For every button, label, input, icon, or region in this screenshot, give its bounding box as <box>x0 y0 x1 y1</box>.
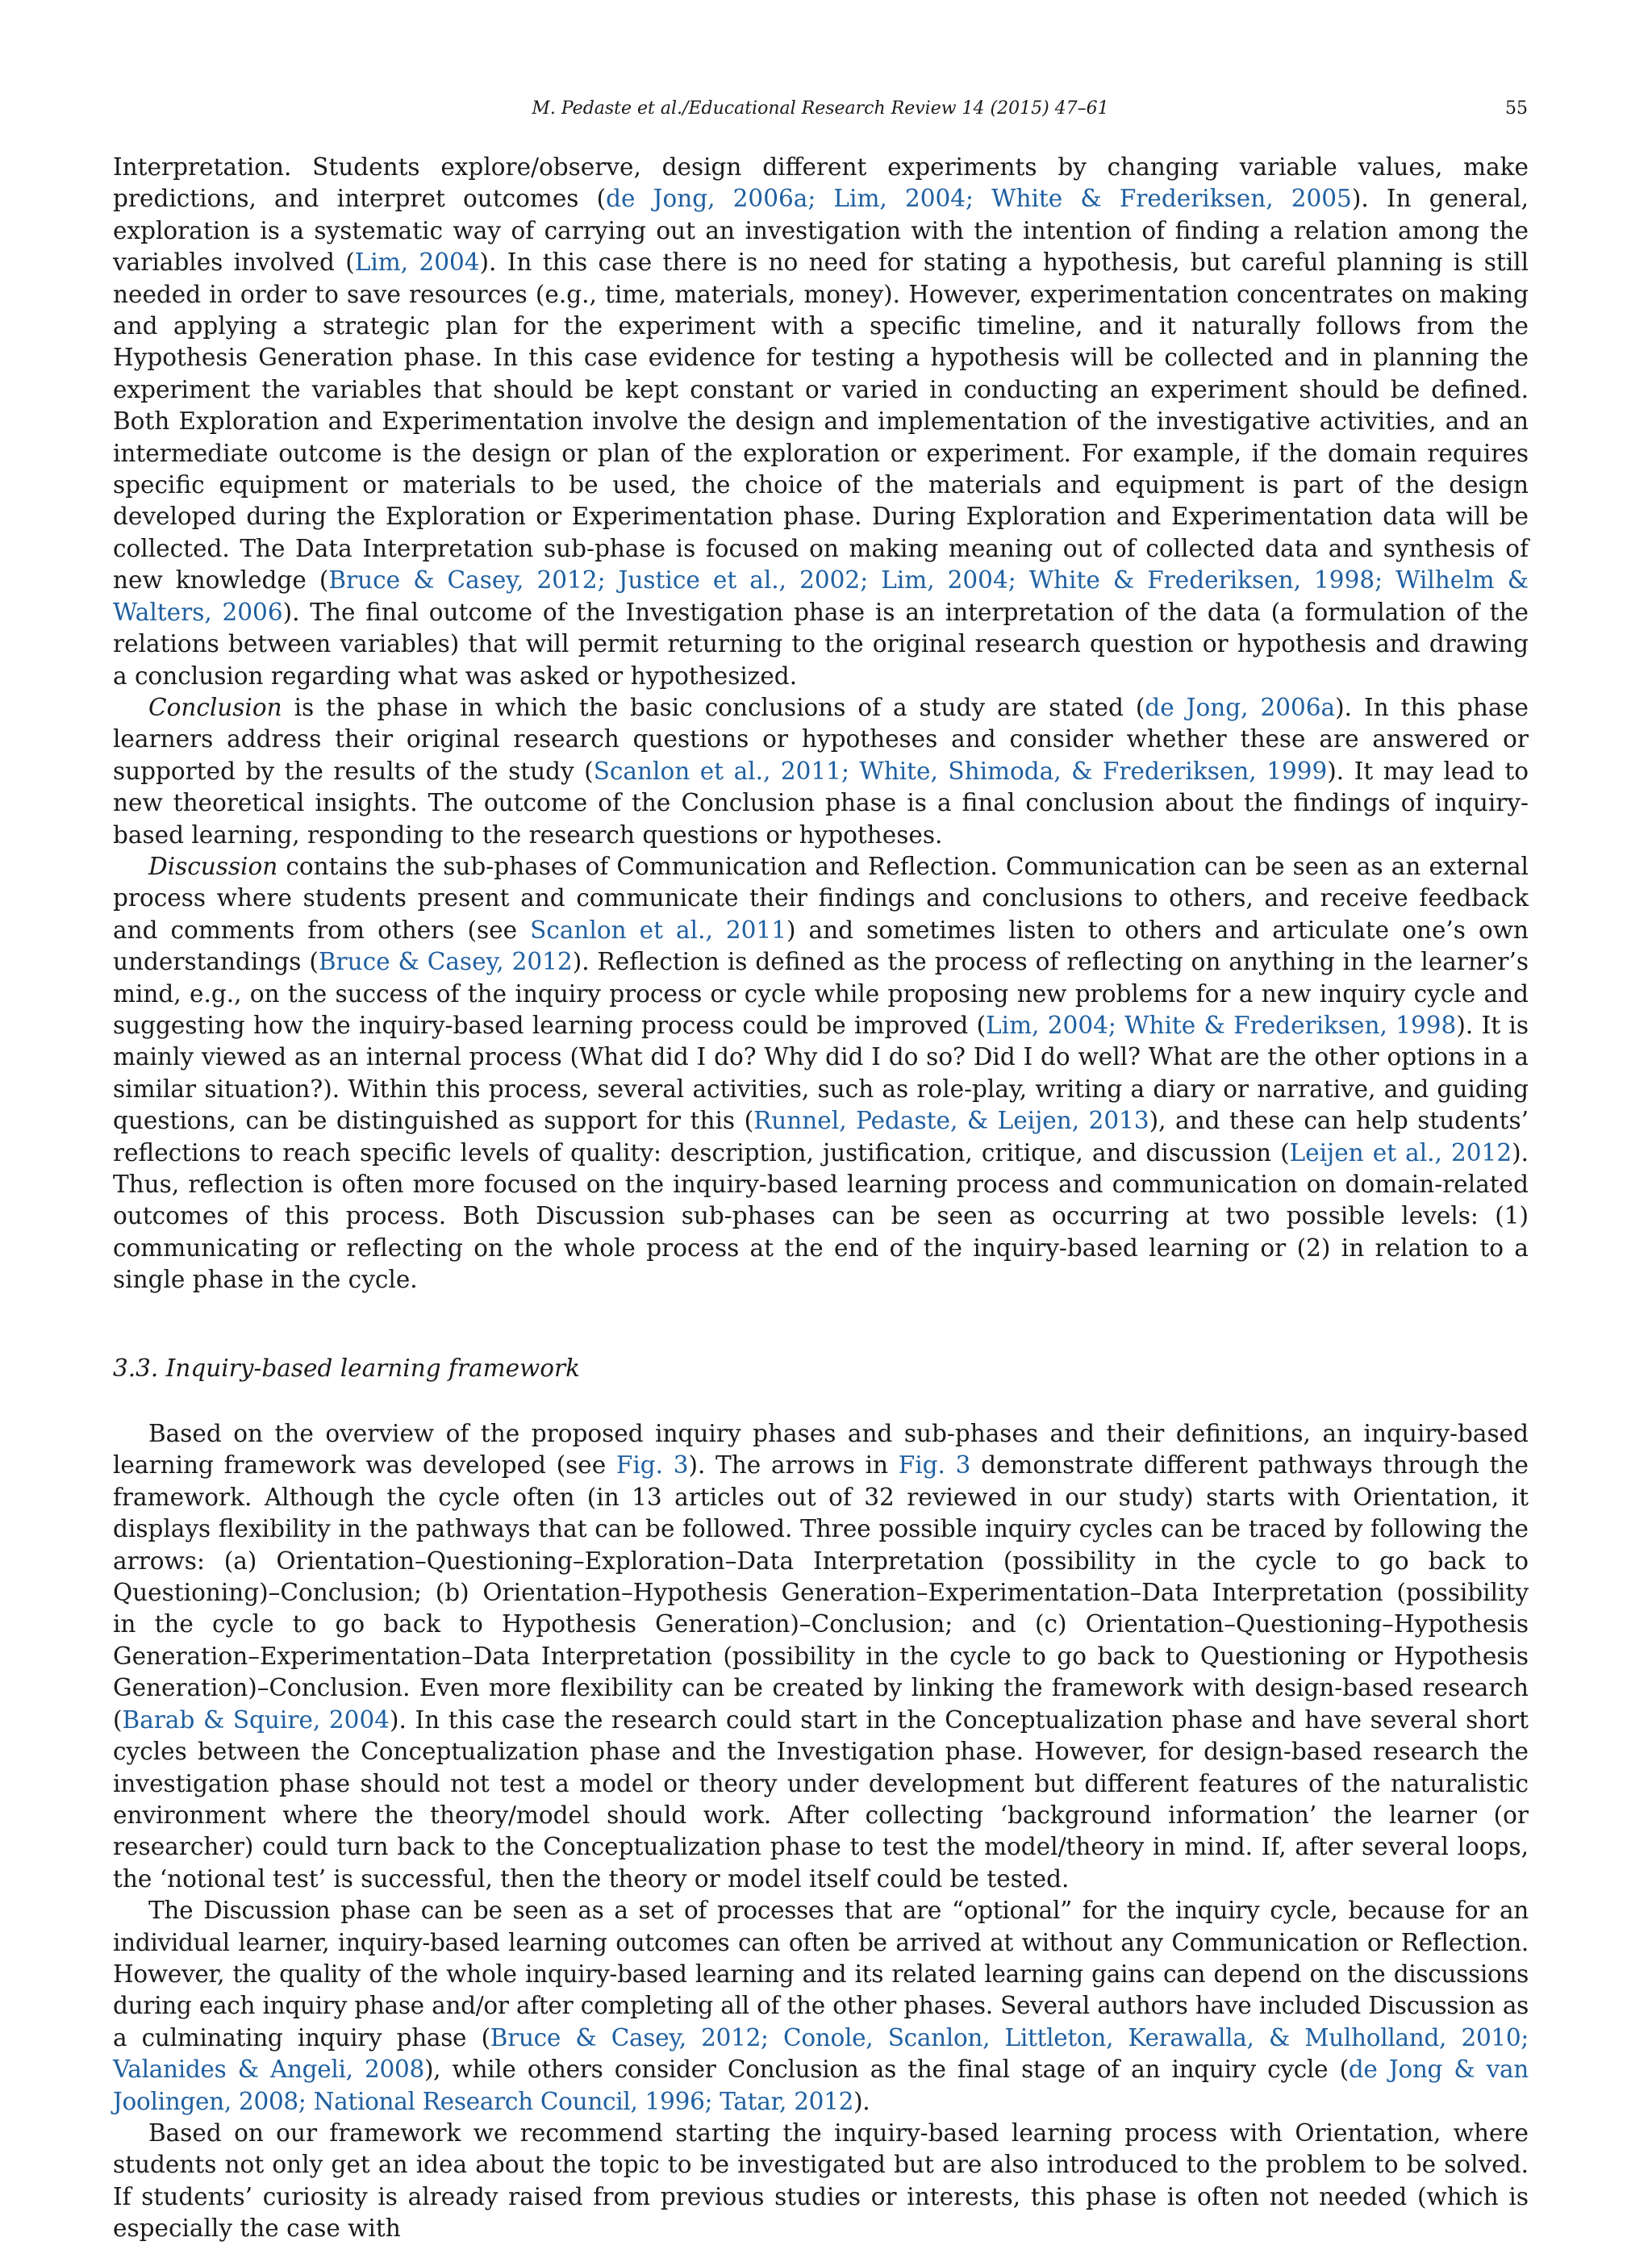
term-discussion: Discussion <box>148 852 278 880</box>
running-header <box>113 98 1528 126</box>
text-run: ). In this phase learners address their original research questions or hypotheses and consider whether these are answered or supported by the results of the study ( <box>113 693 1529 785</box>
text-run: ). The arrows in <box>688 1451 899 1480</box>
figure-link[interactable]: Fig. 3 <box>615 1451 689 1480</box>
paragraph-framework <box>113 1418 1529 1895</box>
text-run: Interpretation. Students explore/observe, design different experiments by changing variable values, make predictions, and interpret outcomes ( <box>113 153 1529 213</box>
text-run: ). Thus, reflection is often more focused on the inquiry-based learning process and communication on domain-related outcomes of this process. Both Discussion sub-phases can be seen as occurring at two possible levels: (1) communicating or reflecting on the whole process at the end of the inquiry-based learning or (2) in relation to a single phase in the cycle. <box>113 1138 1529 1294</box>
text-run: ). In this case there is no need for stating a hypothesis, but careful planning is still needed in order to save resources (e.g., time, materials, money). However, experimentation concentrates on making and applying a strategic plan for the experiment with a specific timeline, and it naturally follows from the Hypothesis Generation phase. In this case evidence for testing a hypothesis will be collected and in planning the experiment the variables that should be kept constant or varied in conducting an experiment should be defined. Both Exploration and Experimentation involve the design and implementation of the investigative activities, and an intermediate outcome is the design or plan of the exploration or experiment. For example, if the domain requires specific equipment or materials to be used, the choice of the materials and equipment is part of the design developed during the Exploration or Experimentation phase. During Exploration and Experimentation data will be collected. The Data Interpretation sub-phase is focused on making meaning out of collected data and synthesis of new knowledge ( <box>113 248 1529 595</box>
text-run: Based on our framework we recommend starting the inquiry-based learning process with Orientation, where students not only get an idea about the topic to be investigated but are also introduced to the problem to be solved. If students’ curiosity is already raised from previous studies or interests, this phase is often not needed (which is especially the case with <box>113 2118 1529 2243</box>
page-number: 55 <box>1505 98 1528 119</box>
text-run: is the phase in which the basic conclusions of a study are stated ( <box>282 693 1145 721</box>
text-run: ). <box>853 2087 870 2115</box>
text-run: Based on the overview of the proposed inquiry phases and sub-phases and their definitions, an inquiry-based learning framework was developed (see <box>113 1420 1529 1480</box>
text-run: ), while others consider Conclusion as the final stage of an inquiry cycle ( <box>423 2056 1349 2084</box>
text-run: The Discussion phase can be seen as a set of processes that are “optional” for the inquiry cycle, because for an individual learner, inquiry-based learning outcomes can often be arrived at without any Communication or Reflection. However, the quality of the whole inquiry-based learning and its related learning gains can depend on the discussions during each inquiry phase and/or after completing all of the other phases. Several authors have included Discussion as a culminating inquiry phase ( <box>113 1897 1529 2052</box>
text-run: ). It is mainly viewed as an internal process (What did I do? Why did I do so? Did I do well? What are the other options in a similar situation?). Within this process, several activities, such as role-play, writing a diary or narrative, and guiding questions, can be distinguished as support for this ( <box>113 1011 1529 1135</box>
citation-link[interactable]: Bruce & Casey, 2012 <box>318 948 573 976</box>
text-run: ) and sometimes listen to others and articulate one’s own understandings ( <box>113 916 1529 976</box>
paragraph-recommendation <box>113 2118 1529 2245</box>
text-run: ), and these can help students’ reflections to reach specific levels of quality: description, justification, critique, and discussion ( <box>113 1107 1529 1167</box>
citation-link[interactable]: Lim, 2004; White & Frederiksen, 1998 <box>986 1011 1457 1039</box>
text-run: ). The final outcome of the Investigation phase is an interpretation of the data (a formulation of the relations between variables) that will permit returning to the original research question or hypothesis and drawing a conclusion regarding what was asked or hypothesized. <box>113 598 1529 690</box>
figure-link[interactable]: Fig. 3 <box>898 1451 971 1480</box>
text-run: ). In general, exploration is a systematic way of carrying out an investigation with the intention of finding a relation among the variables involved ( <box>113 185 1529 277</box>
text-run: ). Reflection is defined as the process of reflecting on anything in the learner’s mind, e.g., on the success of the inquiry process or cycle while proposing new problems for a new inquiry cycle and suggesting how the inquiry-based learning process could be improved ( <box>113 948 1529 1039</box>
section-heading: 3.3. Inquiry-based learning framework <box>113 1354 581 1382</box>
citation-link[interactable]: de Jong, 2006a <box>1145 693 1336 721</box>
citation-link[interactable]: Barab & Squire, 2004 <box>122 1705 390 1734</box>
citation-link[interactable]: Lim, 2004 <box>354 248 480 277</box>
citation-link[interactable]: Bruce & Casey, 2012; Conole, Scanlon, Littleton, Kerawalla, & Mulholland, 2010; Valanides & Angeli, 2008 <box>113 2023 1529 2084</box>
journal-citation: M. Pedaste et al./Educational Research Review 14 (2015) 47–61 <box>532 98 1109 119</box>
citation-link[interactable]: Bruce & Casey, 2012; Justice et al., 2002; Lim, 2004; White & Frederiksen, 1998; Wilhelm & Walters, 2006 <box>113 566 1529 626</box>
text-run: contains the sub-phases of Communication and Reflection. Communication can be seen as an external process where students present and communicate their findings and conclusions to others, and receive feedback and comments from others (see <box>113 852 1529 944</box>
text-run: demonstrate different pathways through the framework. Although the cycle often (in 13 articles out of 32 reviewed in our study) starts with Orientation, it displays flexibility in the pathways that can be followed. Three possible inquiry cycles can be traced by following the arrows: (a) Orientation–Questioning–Exploration–Data Interpretation (possibility in the cycle to go back to Questioning)–Conclusion; (b) Orientation–Hypothesis Generation–Experimentation–Data Interpretation (possibility in the cycle to go back to Hypothesis Generation)–Conclusion; and (c) Orientation–Questioning–Hypothesis Generation–Experimentation–Data Interpretation (possibility in the cycle to go back to Questioning or Hypothesis Generation)–Conclusion. Even more flexibility can be created by linking the framework with design-based research ( <box>113 1451 1529 1734</box>
article-body <box>113 152 1529 2245</box>
citation-link[interactable]: de Jong, 2006a; Lim, 2004; White & Frederiksen, 2005 <box>606 185 1352 213</box>
citation-link[interactable]: Scanlon et al., 2011 <box>530 916 786 944</box>
text-run: ). It may lead to new theoretical insights. The outcome of the Conclusion phase is a final conclusion about the findings of inquiry-based learning, responding to the research questions or hypotheses. <box>113 757 1529 849</box>
paragraph-discussion <box>113 851 1529 1296</box>
paragraph-discussion-phase <box>113 1895 1529 2118</box>
citation-link[interactable]: de Jong & van Joolingen, 2008; National Research Council, 1996; Tatar, 2012 <box>113 2056 1529 2115</box>
text-run: ). In this case the research could start in the Conceptualization phase and have several short cycles between the Conceptualization phase and the Investigation phase. However, for design-based research the investigation phase should not test a model or theory under development but different features of the naturalistic environment where the theory/model should work. After collecting ‘background information’ the learner (or researcher) could turn back to the Conceptualization phase to test the model/theory in mind. If, after several loops, the ‘notional test’ is successful, then the theory or model itself could be tested. <box>113 1705 1529 1893</box>
paragraph-investigation <box>113 152 1529 692</box>
citation-link[interactable]: Leijen et al., 2012 <box>1289 1138 1512 1167</box>
citation-link[interactable]: Scanlon et al., 2011; White, Shimoda, & Frederiksen, 1999 <box>593 757 1328 785</box>
citation-link[interactable]: Runnel, Pedaste, & Leijen, 2013 <box>753 1107 1149 1135</box>
paragraph-conclusion <box>113 692 1529 851</box>
term-conclusion: Conclusion <box>148 693 282 721</box>
